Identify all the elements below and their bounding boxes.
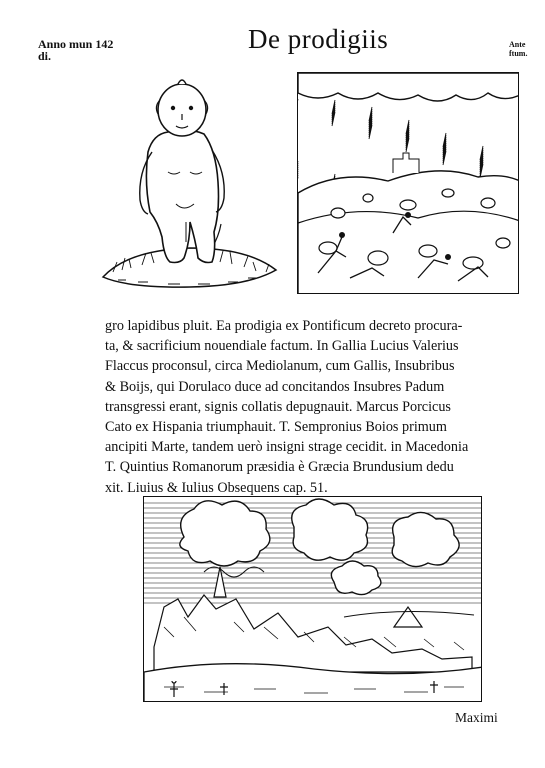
text-line: T. Quintius Romanorum præsidia è Græcia Brundusium dedu [105, 459, 454, 476]
margin-note-year-line1: Anno mun 142 [38, 37, 114, 51]
text-line: ta, & sacrificium nouendiale factum. In Gallia Lucius Valerius [105, 338, 459, 355]
margin-note-year-line2: di. [38, 49, 52, 63]
text-line: & Boijs, qui Dorulaco duce ad concitandos Insubres Padum [105, 378, 445, 395]
body-paragraph [105, 316, 515, 498]
woodcut-rain-of-stones [297, 72, 519, 294]
text-line: transgressi erant, signis collatis depugnauit. Marcus Porcicus [105, 398, 451, 415]
margin-note-year [38, 38, 113, 62]
margin-note-right-line2: ftum. [509, 49, 528, 58]
text-line: Cato ex Hispania triumphauit. T. Sempronius Boios primum [105, 419, 447, 436]
text-line: Flaccus proconsul, circa Mediolanum, cum Gallis, Insubribus [105, 358, 455, 375]
text-line: ancipiti Marte, tandem uerò insigni strage cecidit. in Macedonia [105, 439, 469, 456]
woodcut-destroyed-town [143, 496, 482, 702]
text-line: gro lapidibus pluit. Ea prodigia ex Pontificum decreto procura- [105, 318, 463, 334]
page-title: De prodigiis [248, 24, 389, 54]
text-line: xit. Liuius & Iulius Obsequens cap. 51. [105, 479, 328, 496]
woodcut-monstrous-child [98, 72, 283, 292]
catchword: Maximi [455, 710, 498, 725]
margin-note-right [509, 40, 543, 58]
margin-note-right-line1: Ante [509, 40, 526, 49]
